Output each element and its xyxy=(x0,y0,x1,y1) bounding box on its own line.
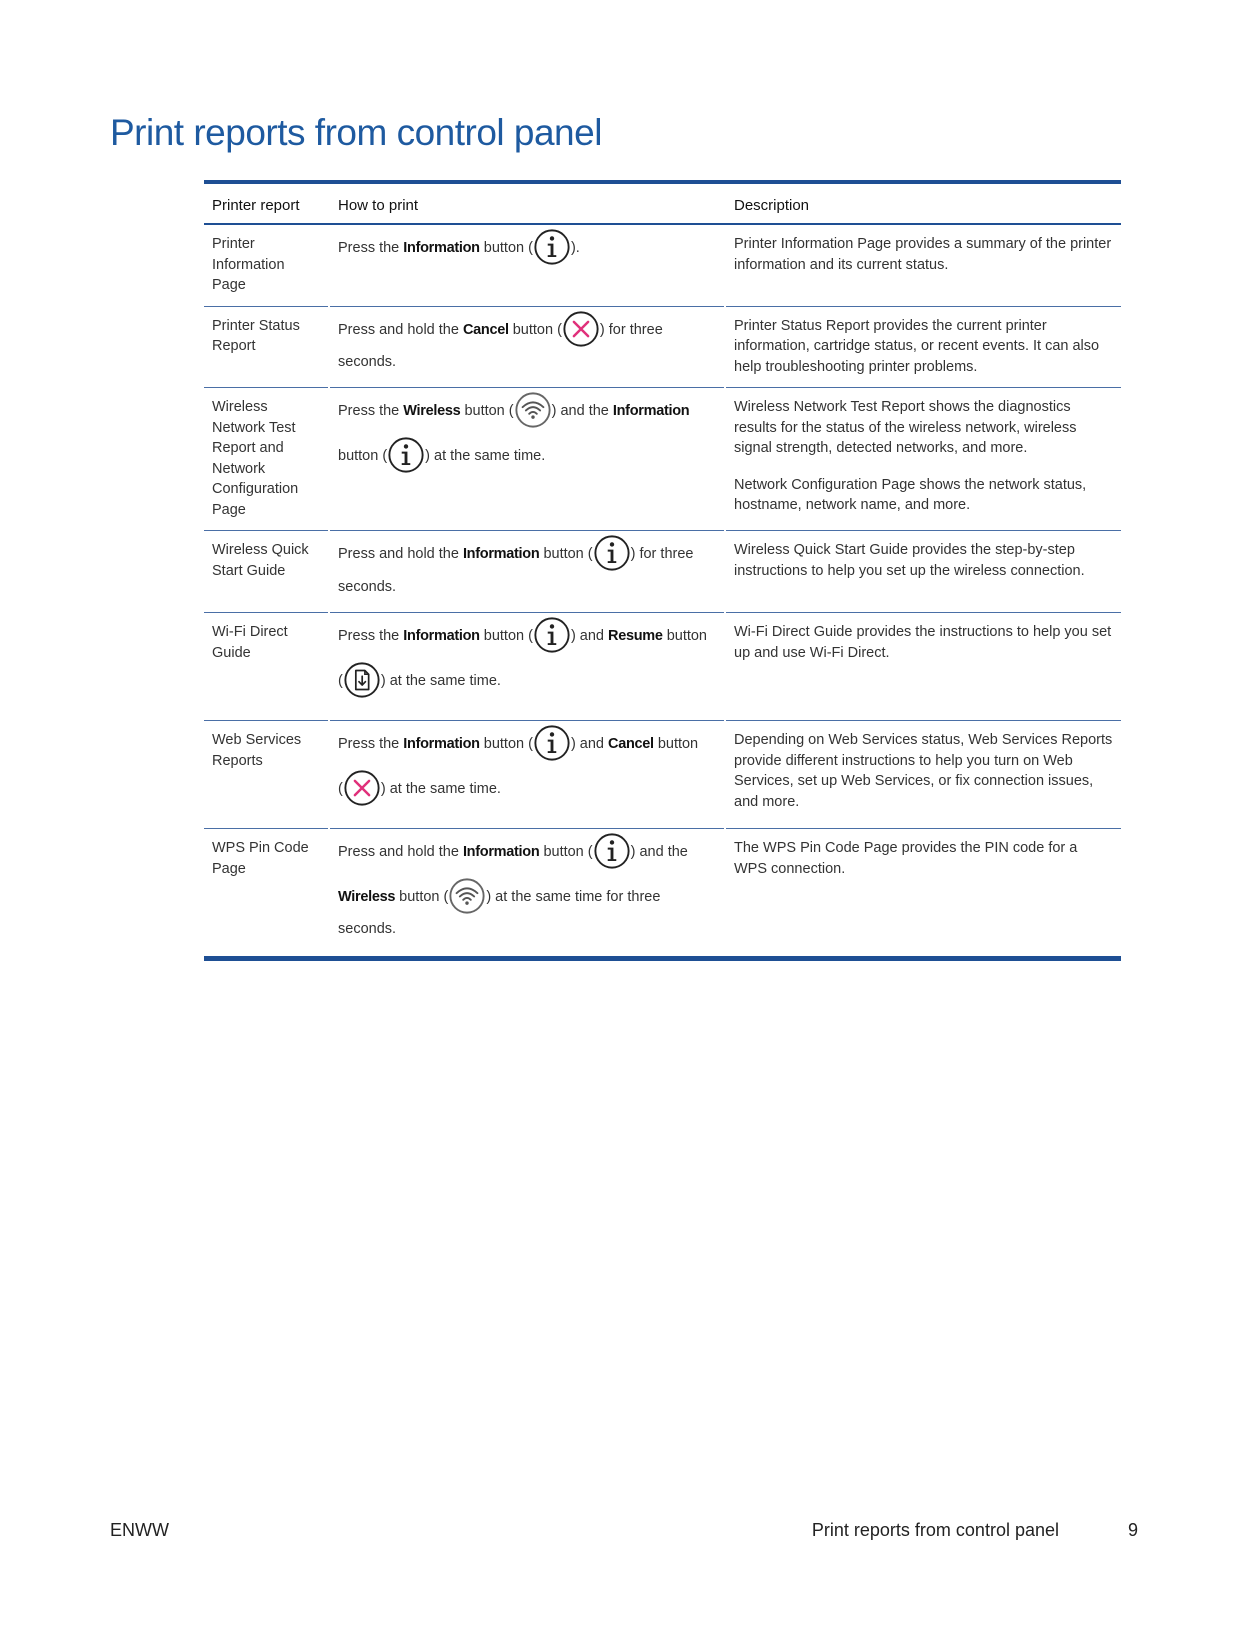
description-text: Wireless Network Test Report shows the diagnostics results for the status of the wireless network, wireless signal strength, detected networks, and more. xyxy=(734,399,1077,456)
page-number: 9 xyxy=(1128,1520,1139,1540)
how-to-print xyxy=(329,388,725,531)
wireless-icon xyxy=(448,877,486,915)
description-text: Wi-Fi Direct Guide provides the instructions to help you set up and use Wi-Fi Direct. xyxy=(734,624,1112,661)
description xyxy=(725,829,1121,959)
text: ) at the same time for three xyxy=(486,888,661,905)
button-name-cancel: Cancel xyxy=(462,321,509,338)
text: button xyxy=(666,628,708,644)
text: ) at the same time. xyxy=(380,780,501,797)
instruction-line: seconds. xyxy=(338,354,397,370)
text: ) and xyxy=(570,628,604,644)
table-row xyxy=(204,306,1121,388)
button-name-information: Information xyxy=(403,240,480,256)
table-row xyxy=(204,224,1121,306)
instruction-line xyxy=(338,316,716,341)
report-name: Web Services Reports xyxy=(204,721,329,829)
table-row xyxy=(204,829,1121,959)
description-text: Depending on Web Services status, Web Services Reports provide different instructions to help you turn on Web Services, set up Web Services, or fix connection issues, and more. xyxy=(734,732,1113,810)
information-icon xyxy=(533,228,571,266)
instruction-line xyxy=(338,647,716,692)
text: button ( xyxy=(483,240,533,256)
information-icon xyxy=(593,534,631,572)
wireless-icon xyxy=(514,391,552,429)
cancel-icon xyxy=(562,310,600,348)
button-name-information: Information xyxy=(462,546,540,562)
table-row xyxy=(204,388,1121,531)
information-icon xyxy=(593,832,631,870)
text: Press the xyxy=(338,628,400,644)
instruction-line xyxy=(338,838,716,863)
how-to-print xyxy=(329,721,725,829)
how-to-print xyxy=(329,224,725,306)
description xyxy=(725,224,1121,306)
text: ). xyxy=(570,240,580,256)
footer-title: Print reports from control panel xyxy=(811,1520,1059,1540)
header-description: Description xyxy=(725,182,1121,224)
table-header-row xyxy=(204,182,1121,224)
description-text: Wireless Quick Start Guide provides the step-by-step instructions to help you set up the wireless connection. xyxy=(734,542,1085,579)
instruction-line xyxy=(338,540,716,565)
resume-icon xyxy=(343,661,381,699)
text: ( xyxy=(338,780,343,797)
text: Press the xyxy=(338,736,400,752)
description xyxy=(725,613,1121,721)
description-text: Printer Status Report provides the current printer information, cartridge status, or recent events. It can also help troubleshooting printer problems. xyxy=(734,317,1100,375)
button-name-wireless: Wireless xyxy=(403,403,461,419)
text: button ( xyxy=(464,403,514,419)
text: button ( xyxy=(483,628,533,644)
header-how-to-print: How to print xyxy=(329,182,725,224)
instruction-line xyxy=(338,863,716,908)
description-text: Network Configuration Page shows the network status, hostname, network name, and more. xyxy=(734,476,1087,513)
description-text: Printer Information Page provides a summary of the printer information and its current status. xyxy=(734,236,1112,273)
information-icon xyxy=(533,724,571,762)
instruction-line xyxy=(338,234,716,259)
text: button ( xyxy=(543,844,593,860)
text: ) for three xyxy=(630,546,694,562)
reports-table xyxy=(204,180,1121,961)
button-name-information: Information xyxy=(462,844,540,860)
instruction-line: seconds. xyxy=(338,578,397,595)
instruction-line xyxy=(338,730,716,755)
footer-left: ENWW xyxy=(110,1520,169,1540)
text: Press the xyxy=(338,240,400,256)
description xyxy=(725,721,1121,829)
header-printer-report: Printer report xyxy=(204,182,329,224)
text: ) and the xyxy=(551,403,609,419)
description xyxy=(725,306,1121,388)
table-row xyxy=(204,531,1121,613)
instruction-line xyxy=(338,622,716,647)
report-name: Wireless Network Test Report and Network Configuration Page xyxy=(204,388,329,531)
button-name-information: Information xyxy=(403,628,480,644)
text: ) for three xyxy=(599,321,663,338)
report-name: Wi-Fi Direct Guide xyxy=(204,613,329,721)
table-row xyxy=(204,613,1121,721)
text: ( xyxy=(338,672,343,689)
information-icon xyxy=(533,616,571,654)
button-name-cancel: Cancel xyxy=(608,736,654,752)
button-name-information: Information xyxy=(612,403,690,419)
table-row xyxy=(204,721,1121,829)
text: button ( xyxy=(399,888,449,905)
text: ) and xyxy=(570,736,604,752)
button-name-resume: Resume xyxy=(608,628,663,644)
instruction-line xyxy=(338,397,716,422)
report-name: WPS Pin Code Page xyxy=(212,840,309,877)
button-name-wireless: Wireless xyxy=(338,888,396,905)
information-icon xyxy=(387,436,425,474)
text: Press and hold the xyxy=(338,546,459,562)
text: ) and the xyxy=(630,844,688,860)
description-text: The WPS Pin Code Page provides the PIN code for a WPS connection. xyxy=(734,840,1078,877)
report-name: Printer Information Page xyxy=(204,224,329,306)
instruction-line: seconds. xyxy=(338,921,397,937)
cancel-icon xyxy=(343,769,381,807)
report-name: Wireless Quick Start Guide xyxy=(204,531,329,613)
how-to-print xyxy=(329,531,725,613)
how-to-print xyxy=(329,829,725,959)
text: button xyxy=(657,736,699,752)
text: ) at the same time. xyxy=(425,447,546,464)
text: button ( xyxy=(512,321,562,338)
instruction-line xyxy=(338,755,716,800)
how-to-print xyxy=(329,613,725,721)
text: button ( xyxy=(338,447,388,464)
text: Press and hold the xyxy=(338,321,459,338)
text: ) at the same time. xyxy=(380,672,501,689)
report-name: Printer Status Report xyxy=(204,306,329,388)
how-to-print xyxy=(329,306,725,388)
text: Press the xyxy=(338,403,400,419)
description xyxy=(725,531,1121,613)
text: Press and hold the xyxy=(338,844,459,860)
description xyxy=(725,388,1121,531)
page-title: Print reports from control panel xyxy=(110,112,602,153)
text: button ( xyxy=(483,736,533,752)
text: button ( xyxy=(543,546,593,562)
button-name-information: Information xyxy=(403,736,480,752)
